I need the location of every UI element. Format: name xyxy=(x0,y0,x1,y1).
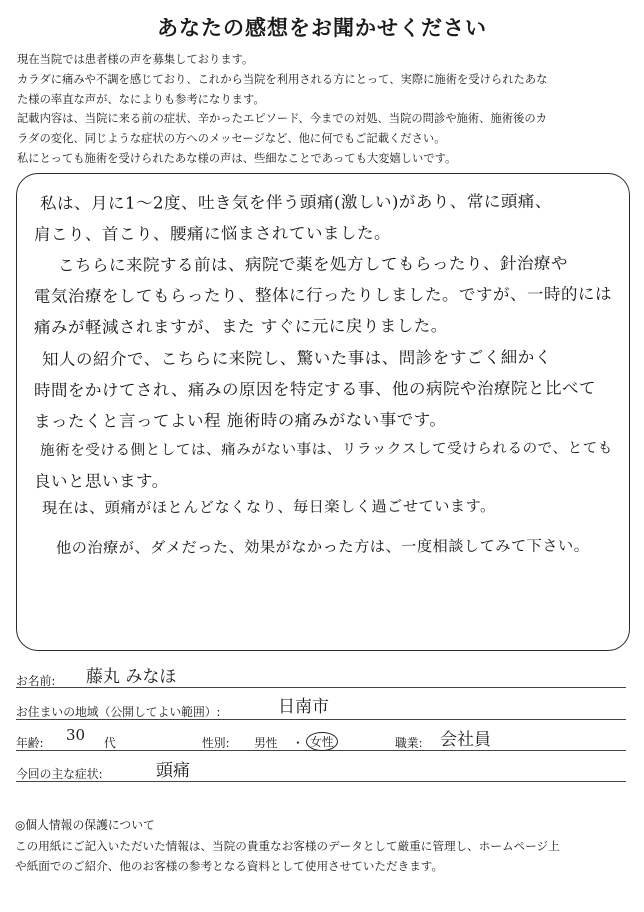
instruction-line: ラダの変化、同じような症状の方へのメッセージなど、他に何でもご記載ください。 xyxy=(17,132,446,146)
testimonial-line: 施術を受ける側としては、痛みがない事は、リラックスして受けられるので、とても xyxy=(39,439,613,459)
age-label: 年齢: xyxy=(16,736,44,750)
gender-separator: ・ xyxy=(292,736,304,750)
age-suffix: 代 xyxy=(104,736,116,750)
name-label: お名前: xyxy=(16,674,56,688)
testimonial-line: 現在は、頭痛がほとんどなくなり、毎日楽しく過ごせています。 xyxy=(41,497,496,517)
symptom-label: 今回の主な症状: xyxy=(16,767,103,781)
age-value: 30 xyxy=(66,726,86,744)
testimonial-line: 肩こり、首こり、腰痛に悩まされていました。 xyxy=(33,223,392,244)
testimonial-line: 知人の紹介で、こちらに来院し、驚いた事は、問診をすごく細かく xyxy=(41,347,552,369)
gender-label: 性別: xyxy=(202,736,230,750)
instruction-line: カラダに痛みや不調を感じており、これから当院を利用される方にとって、実際に施術を受けられたあな xyxy=(17,72,548,86)
gender-male-option: 男性 xyxy=(254,736,278,750)
residence-value: 日南市 xyxy=(278,697,329,717)
privacy-line: や紙面でのご紹介、他のお客様の参考となる資料として使用させていただきます。 xyxy=(15,859,444,873)
privacy-notice xyxy=(15,836,635,876)
name-row xyxy=(16,660,626,688)
occupation-label: 職業: xyxy=(395,736,423,750)
instruction-line: 私にとっても施術を受けられたあな様の声は、些細なことであっても大変嬉しいです。 xyxy=(17,151,457,165)
instruction-line: た様の率直な声が、なによりも参考になります。 xyxy=(17,92,265,106)
profile-row xyxy=(16,723,626,751)
privacy-line: この用紙にご記入いただいた情報は、当院の貴重なお客様のデータとして厳重に管理し、ホームページ上 xyxy=(15,839,560,853)
name-value: 藤丸 みなほ xyxy=(86,667,177,687)
testimonial-line: 良いと思います。 xyxy=(33,471,169,491)
form-title: あなたの感想をお聞かせください xyxy=(157,16,487,40)
privacy-heading: ◎個人情報の保護について xyxy=(15,818,155,832)
testimonial-line: まったくと言ってよい程 施術時の痛みがない事です。 xyxy=(33,410,447,431)
symptom-value: 頭痛 xyxy=(156,761,190,781)
instruction-line: 現在当院では患者様の声を募集しております。 xyxy=(17,53,254,66)
testimonial-line: 時間をかけてされ、痛みの原因を特定する事、他の病院や治療院と比べて xyxy=(33,378,597,400)
testimonial-line: 電気治療をしてもらったり、整体に行ったりしました。ですが、一時的には xyxy=(33,284,613,306)
occupation-value: 会社員 xyxy=(440,730,491,750)
gender-female-option-circled: 女性 xyxy=(306,732,338,751)
instruction-line: 記載内容は、当院に来る前の症状、辛かったエピソード、今までの対処、当院の問診や施術、施術後のカ xyxy=(17,112,547,126)
residence-row xyxy=(16,690,626,720)
testimonial-line: 私は、月に1〜2度、吐き気を伴う頭痛(激しい)があり、常に頭痛、 xyxy=(39,191,552,213)
testimonial-line: 他の治療が、ダメだった、効果がなかった方は、一度相談してみて下さい。 xyxy=(55,536,590,557)
residence-label: お住まいの地域（公開してよい範囲）: xyxy=(16,705,221,719)
testimonial-line: 痛みが軽減されますが、また すぐに元に戻りました。 xyxy=(33,316,448,337)
testimonial-line: こちらに来院する前は、病院で薬を処方してもらったり、針治療や xyxy=(57,253,569,275)
symptom-row xyxy=(16,754,626,782)
